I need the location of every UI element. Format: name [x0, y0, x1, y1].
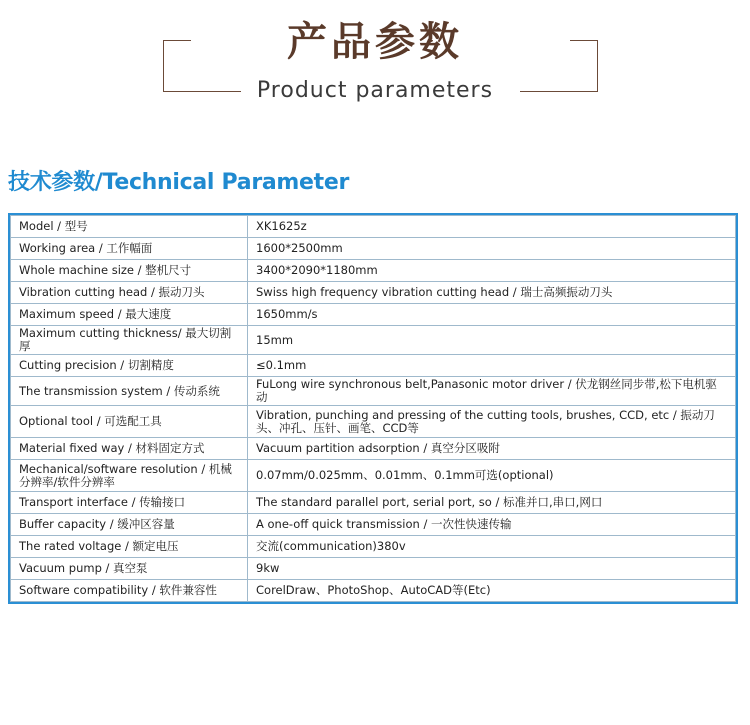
table-row — [11, 326, 736, 355]
param-value: 15mm — [248, 326, 736, 355]
title-chinese: 产品参数 — [287, 19, 463, 65]
param-label: The rated voltage / 额定电压 — [11, 536, 248, 558]
table-row — [11, 492, 736, 514]
parameter-table — [8, 213, 738, 604]
param-label: Buffer capacity / 缓冲区容量 — [11, 514, 248, 536]
table-row — [11, 304, 736, 326]
table-row — [11, 580, 736, 602]
table-row — [11, 260, 736, 282]
param-value: Vacuum partition adsorption / 真空分区吸附 — [248, 438, 736, 460]
param-value: 1600*2500mm — [248, 238, 736, 260]
param-label: Whole machine size / 整机尺寸 — [11, 260, 248, 282]
page-header — [0, 0, 750, 130]
param-value: 交流(communication)380v — [248, 536, 736, 558]
table-row — [11, 460, 736, 492]
param-value: The standard parallel port, serial port, so / 标准并口,串口,网口 — [248, 492, 736, 514]
param-value: 9kw — [248, 558, 736, 580]
table-row — [11, 216, 736, 238]
table-row — [11, 406, 736, 438]
param-label: Model / 型号 — [11, 216, 248, 238]
param-value: A one-off quick transmission / 一次性快速传输 — [248, 514, 736, 536]
param-label: Mechanical/software resolution / 机械分辨率/软件分辨率 — [11, 460, 248, 492]
param-label: Transport interface / 传输接口 — [11, 492, 248, 514]
table-row — [11, 238, 736, 260]
param-label: Maximum speed / 最大速度 — [11, 304, 248, 326]
table-row — [11, 355, 736, 377]
param-value: Swiss high frequency vibration cutting head / 瑞士高频振动刀头 — [248, 282, 736, 304]
param-value: Vibration, punching and pressing of the cutting tools, brushes, CCD, etc / 振动刀头、冲孔、压针、画笔、CCD等 — [248, 406, 736, 438]
table-row — [11, 536, 736, 558]
param-label: Optional tool / 可选配工具 — [11, 406, 248, 438]
table-row — [11, 514, 736, 536]
table-row — [11, 282, 736, 304]
param-label: Vibration cutting head / 振动刀头 — [11, 282, 248, 304]
param-value: CorelDraw、PhotoShop、AutoCAD等(Etc) — [248, 580, 736, 602]
param-label: Maximum cutting thickness/ 最大切割厚 — [11, 326, 248, 355]
param-value: 3400*2090*1180mm — [248, 260, 736, 282]
param-label: Material fixed way / 材料固定方式 — [11, 438, 248, 460]
param-value: 0.07mm/0.025mm、0.01mm、0.1mm可选(optional) — [248, 460, 736, 492]
param-value: 1650mm/s — [248, 304, 736, 326]
param-label: Cutting precision / 切割精度 — [11, 355, 248, 377]
param-label: The transmission system / 传动系统 — [11, 377, 248, 406]
param-label: Working area / 工作幅面 — [11, 238, 248, 260]
title-english: Product parameters — [256, 78, 494, 103]
param-value: XK1625z — [248, 216, 736, 238]
param-label: Software compatibility / 软件兼容性 — [11, 580, 248, 602]
table-row — [11, 438, 736, 460]
section-title: 技术参数/Technical Parameter — [8, 170, 350, 195]
param-value: FuLong wire synchronous belt,Panasonic motor driver / 伏龙钢丝同步带,松下电机驱动 — [248, 377, 736, 406]
param-label: Vacuum pump / 真空泵 — [11, 558, 248, 580]
table-row — [11, 377, 736, 406]
table-row — [11, 558, 736, 580]
param-value: ≤0.1mm — [248, 355, 736, 377]
